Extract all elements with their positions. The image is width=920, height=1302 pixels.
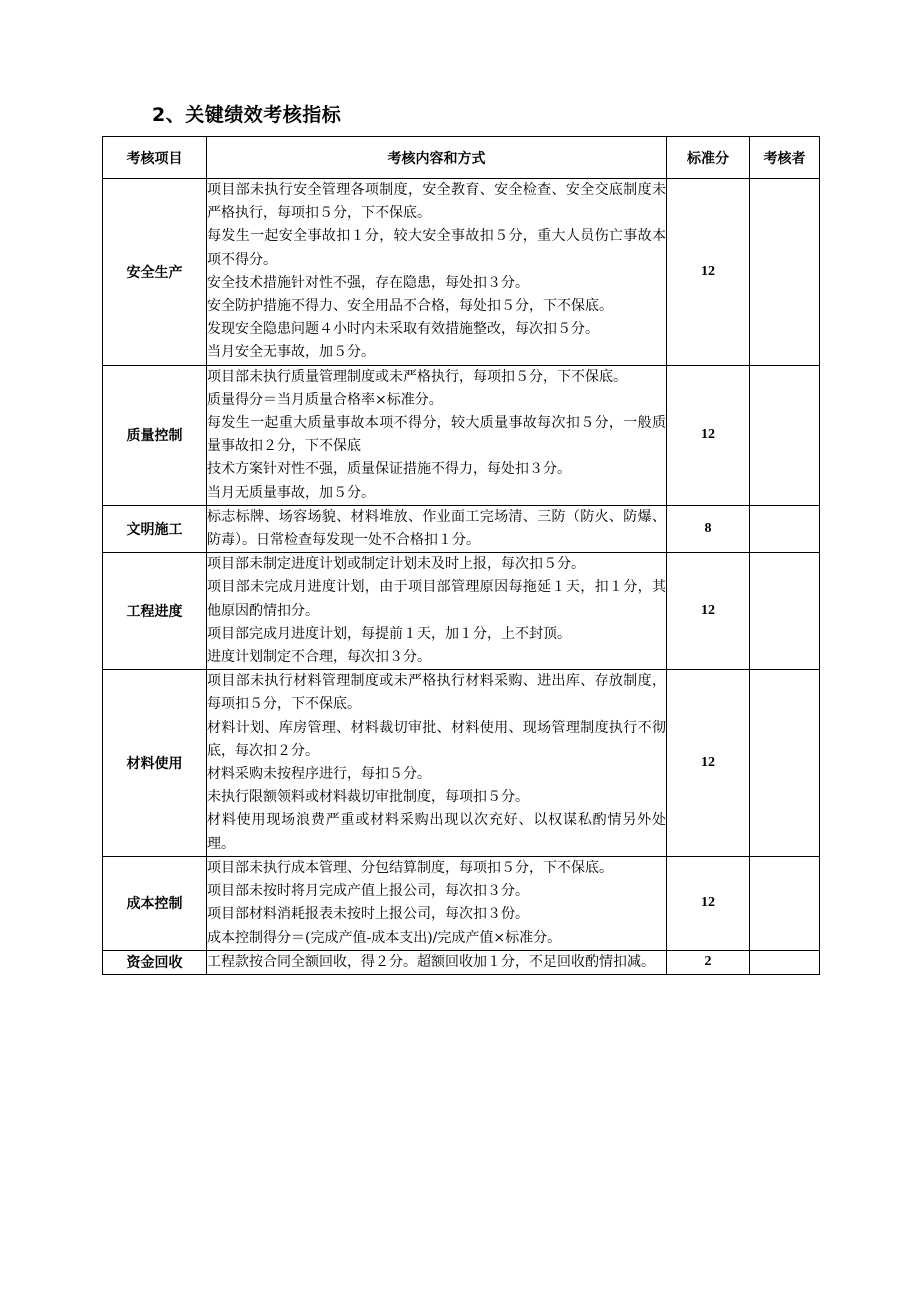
kpi-grader-cell (750, 553, 820, 670)
table-row (103, 670, 820, 857)
column-header-item: 考核项目 (103, 137, 207, 179)
kpi-item-name: 资金回收 (103, 950, 207, 974)
kpi-grader-cell (750, 365, 820, 505)
column-header-grader: 考核者 (750, 137, 820, 179)
kpi-grader-cell (750, 856, 820, 950)
column-header-content: 考核内容和方式 (207, 137, 667, 179)
page-title: 2、关键绩效考核指标 (152, 104, 342, 126)
kpi-criteria (207, 553, 667, 670)
kpi-item-name: 质量控制 (103, 365, 207, 505)
kpi-criteria (207, 670, 667, 857)
table-header-row (103, 137, 820, 179)
kpi-criteria-line: 成本控制得分＝(完成产值-成本支出)/完成产值×标准分。 (207, 929, 562, 946)
kpi-criteria (207, 856, 667, 950)
kpi-criteria (207, 365, 667, 505)
kpi-standard-score: 12 (667, 179, 750, 366)
kpi-criteria-line: 技术方案针对性不强，质量保证措施不得力，每处扣３分。 (207, 461, 571, 478)
table-row (103, 950, 820, 974)
table-row (103, 505, 820, 552)
kpi-criteria-line: 材料使用现场浪费严重或材料采购出现以次充好、以权谋私酌情另外处理。 (207, 812, 666, 852)
kpi-criteria-line: 每发生一起重大质量事故本项不得分，较大质量事故每次扣５分，一般质量事故扣２分，下不保底 (207, 415, 666, 455)
kpi-criteria-line: 项目部未执行安全管理各项制度，安全教育、安全检查、安全交底制度未严格执行，每项扣５分，下不保底。 (207, 182, 666, 222)
kpi-criteria-line: 项目部未按时将月完成产值上报公司，每次扣３分。 (207, 883, 529, 900)
kpi-item-name: 安全生产 (103, 179, 207, 366)
table-row (103, 856, 820, 950)
kpi-criteria-line: 项目部完成月进度计划，每提前１天，加１分，上不封顶。 (207, 625, 571, 642)
kpi-criteria-line: 项目部未执行质量管理制度或未严格执行，每项扣５分，下不保底。 (207, 368, 627, 385)
kpi-criteria-line: 发现安全隐患问题４小时内未采取有效措施整改，每次扣５分。 (207, 321, 599, 338)
kpi-criteria-line: 项目部未执行材料管理制度或未严格执行材料采购、进出库、存放制度，每项扣５分，下不保底。 (207, 673, 666, 713)
kpi-table (102, 136, 820, 975)
kpi-criteria-line: 材料采购未按程序进行，每扣５分。 (207, 766, 431, 783)
kpi-criteria-line: 项目部未制定进度计划或制定计划未及时上报，每次扣５分。 (207, 556, 585, 573)
table-row (103, 179, 820, 366)
kpi-item-name: 文明施工 (103, 505, 207, 552)
kpi-grader-cell (750, 505, 820, 552)
kpi-criteria (207, 179, 667, 366)
kpi-standard-score: 12 (667, 670, 750, 857)
kpi-criteria-line: 标志标牌、场容场貌、材料堆放、作业面工完场清、三防（防火、防爆、防毒）。日常检查每发现一处不合格扣１分。 (207, 508, 666, 549)
kpi-standard-score: 12 (667, 365, 750, 505)
kpi-standard-score: 2 (667, 950, 750, 974)
kpi-grader-cell (750, 950, 820, 974)
kpi-standard-score: 12 (667, 856, 750, 950)
kpi-item-name: 材料使用 (103, 670, 207, 857)
column-header-score: 标准分 (667, 137, 750, 179)
kpi-item-name: 工程进度 (103, 553, 207, 670)
kpi-criteria-line: 未执行限额领料或材料裁切审批制度，每项扣５分。 (207, 789, 529, 806)
kpi-criteria-line: 当月安全无事故，加５分。 (207, 344, 375, 361)
kpi-grader-cell (750, 179, 820, 366)
kpi-criteria-line: 每发生一起安全事故扣１分，较大安全事故扣５分，重大人员伤亡事故本项不得分。 (207, 228, 666, 268)
kpi-standard-score: 8 (667, 505, 750, 552)
table-row (103, 553, 820, 670)
kpi-criteria-line: 安全防护措施不得力、安全用品不合格，每处扣５分，下不保底。 (207, 298, 613, 315)
kpi-item-name: 成本控制 (103, 856, 207, 950)
kpi-criteria-line: 质量得分＝当月质量合格率×标准分。 (207, 391, 443, 408)
kpi-criteria-line: 安全技术措施针对性不强，存在隐患，每处扣３分。 (207, 274, 529, 291)
kpi-criteria-line: 工程款按合同全额回收，得２分。超额回收加１分，不足回收酌情扣减。 (207, 953, 655, 970)
kpi-criteria (207, 505, 667, 552)
kpi-criteria-line: 材料计划、库房管理、材料裁切审批、材料使用、现场管理制度执行不彻底，每次扣２分。 (207, 719, 666, 759)
kpi-criteria-line: 项目部材料消耗报表未按时上报公司，每次扣３份。 (207, 906, 529, 923)
kpi-grader-cell (750, 670, 820, 857)
kpi-criteria-line: 进度计划制定不合理，每次扣３分。 (207, 649, 431, 666)
kpi-criteria-line: 项目部未完成月进度计划，由于项目部管理原因每拖延１天，扣１分，其他原因酌情扣分。 (207, 579, 666, 619)
kpi-criteria-line: 当月无质量事故，加５分。 (207, 484, 375, 501)
table-row (103, 365, 820, 505)
kpi-standard-score: 12 (667, 553, 750, 670)
kpi-criteria-line: 项目部未执行成本管理、分包结算制度，每项扣５分，下不保底。 (207, 859, 613, 876)
kpi-criteria (207, 950, 667, 974)
